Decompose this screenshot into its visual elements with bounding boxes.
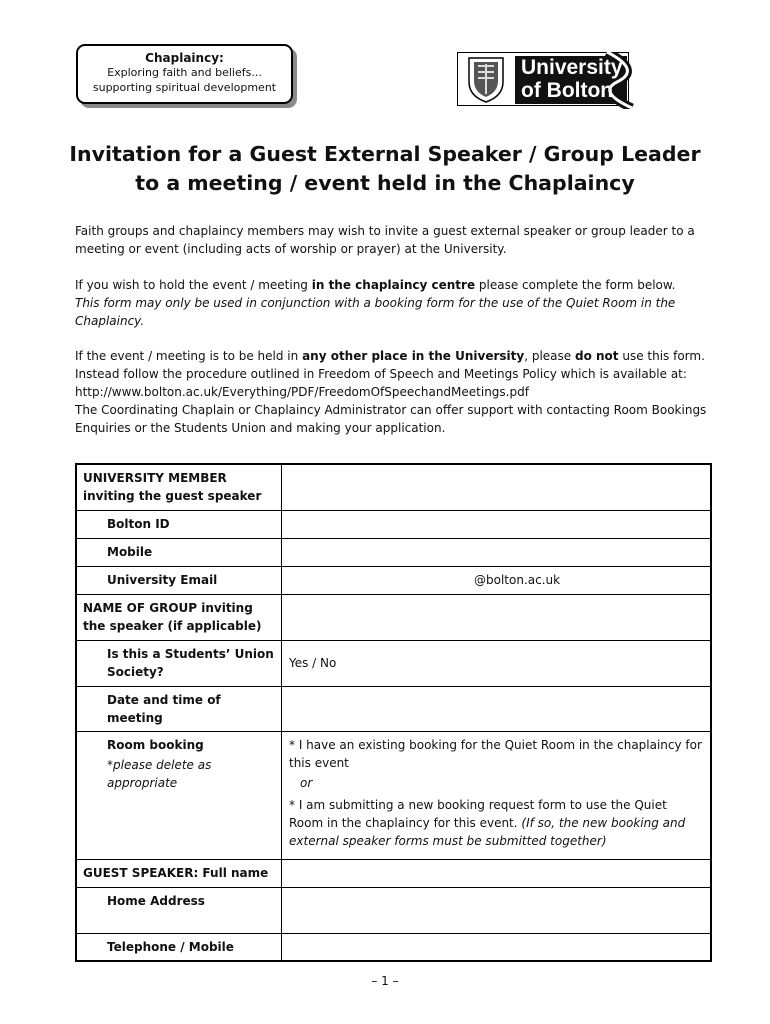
p2-text-a: If you wish to hold the event / meeting [75,278,312,292]
home-address-field[interactable] [282,887,712,933]
p3-text-a: If the event / meeting is to be held in [75,349,303,363]
mobile-label: Mobile [107,544,153,559]
table-row [76,859,711,887]
p3-text-c: , please [524,349,575,363]
su-society-field[interactable] [282,640,712,686]
table-row [76,887,711,933]
logo-line1: University [521,56,623,79]
chaplaincy-line2: supporting spiritual development [92,81,277,94]
table-row [76,464,711,510]
title-line1: Invitation for a Guest External Speaker / Group Leader [69,142,701,166]
table-row [76,686,711,731]
p2-text-c: please complete the form below. [475,278,676,292]
intro-paragraph-1: Faith groups and chaplaincy members may wish to invite a guest external speaker or group leader to a meeting or event (including acts of worship or prayer) at the University. [75,224,695,256]
table-row [76,594,711,640]
room-option-new[interactable] [282,796,710,854]
guest-name-label: GUEST SPEAKER: Full name [83,865,269,880]
bolton-id-field[interactable] [282,510,712,538]
p3-text-f: The Coordinating Chaplain or Chaplaincy Administrator can offer support with contacting Room Bookings Enquiries or the Students Union and making your application. [75,403,707,435]
p3-bold-donot: do not [574,349,619,363]
chaplaincy-box [76,44,293,104]
su-society-label: Is this a Students’ Union Society? [107,646,274,679]
invitation-form-table [75,463,712,962]
p2-bold: in the chaplaincy centre [311,278,476,292]
guest-name-field[interactable] [282,859,712,887]
logo-line2: of Bolton [521,79,614,102]
home-address-label: Home Address [107,893,205,908]
p2-italic-note: This form may only be used in conjunction with a booking form for the use of the Quiet Room in the Chaplaincy. [75,296,676,328]
email-field[interactable] [282,566,712,594]
room-option-new-text: * I am submitting a new booking request form to use the Quiet Room in the chaplaincy for this event. [289,797,667,830]
chaplaincy-title: Chaplaincy: [145,51,224,65]
group-field[interactable] [282,594,712,640]
telephone-field[interactable] [282,933,712,961]
table-row [76,510,711,538]
chaplaincy-line1: Exploring faith and beliefs... [107,66,262,79]
date-label: Date and time of meeting [107,692,221,725]
table-row [76,566,711,594]
group-label: NAME OF GROUP inviting the speaker (if applicable) [83,600,262,633]
member-label: UNIVERSITY MEMBER inviting the guest speaker [83,471,262,503]
room-booking-field[interactable] [282,731,712,859]
bolton-id-label: Bolton ID [107,516,170,531]
p3-text-e: use this form. Instead follow the procedure outlined in Freedom of Speech and Meetings Policy which is available at: http://www.bolton.ac.uk/Everything/PDF/FreedomOfSpeechandMeetings.pdf [75,349,705,399]
room-or: or [300,775,313,790]
room-option-new-note: (If so, the new booking and external speaker forms must be submitted together) [289,815,686,848]
intro-paragraph-2 [75,276,715,330]
intro-paragraph-3 [75,347,715,437]
email-label: University Email [107,572,218,587]
page-number: – 1 – [371,974,399,988]
member-field[interactable] [282,464,712,510]
university-logo [457,52,642,109]
p3-bold-place: any other place in the University [302,349,525,363]
table-row [76,640,711,686]
table-row [76,731,711,859]
su-society-options: Yes / No [289,656,337,670]
room-option-existing[interactable]: * I have an existing booking for the Quiet Room in the chaplaincy for this event [289,737,702,770]
page-title [60,140,710,198]
telephone-label: Telephone / Mobile [107,939,234,954]
title-line2: to a meeting / event held in the Chaplaincy [135,171,635,195]
mobile-field[interactable] [282,538,712,566]
email-suffix: @bolton.ac.uk [474,572,561,587]
room-booking-label: Room booking [107,737,204,752]
room-booking-note: *please delete as appropriate [107,757,212,790]
table-row [76,538,711,566]
table-row [76,933,711,961]
date-field[interactable] [282,686,712,731]
